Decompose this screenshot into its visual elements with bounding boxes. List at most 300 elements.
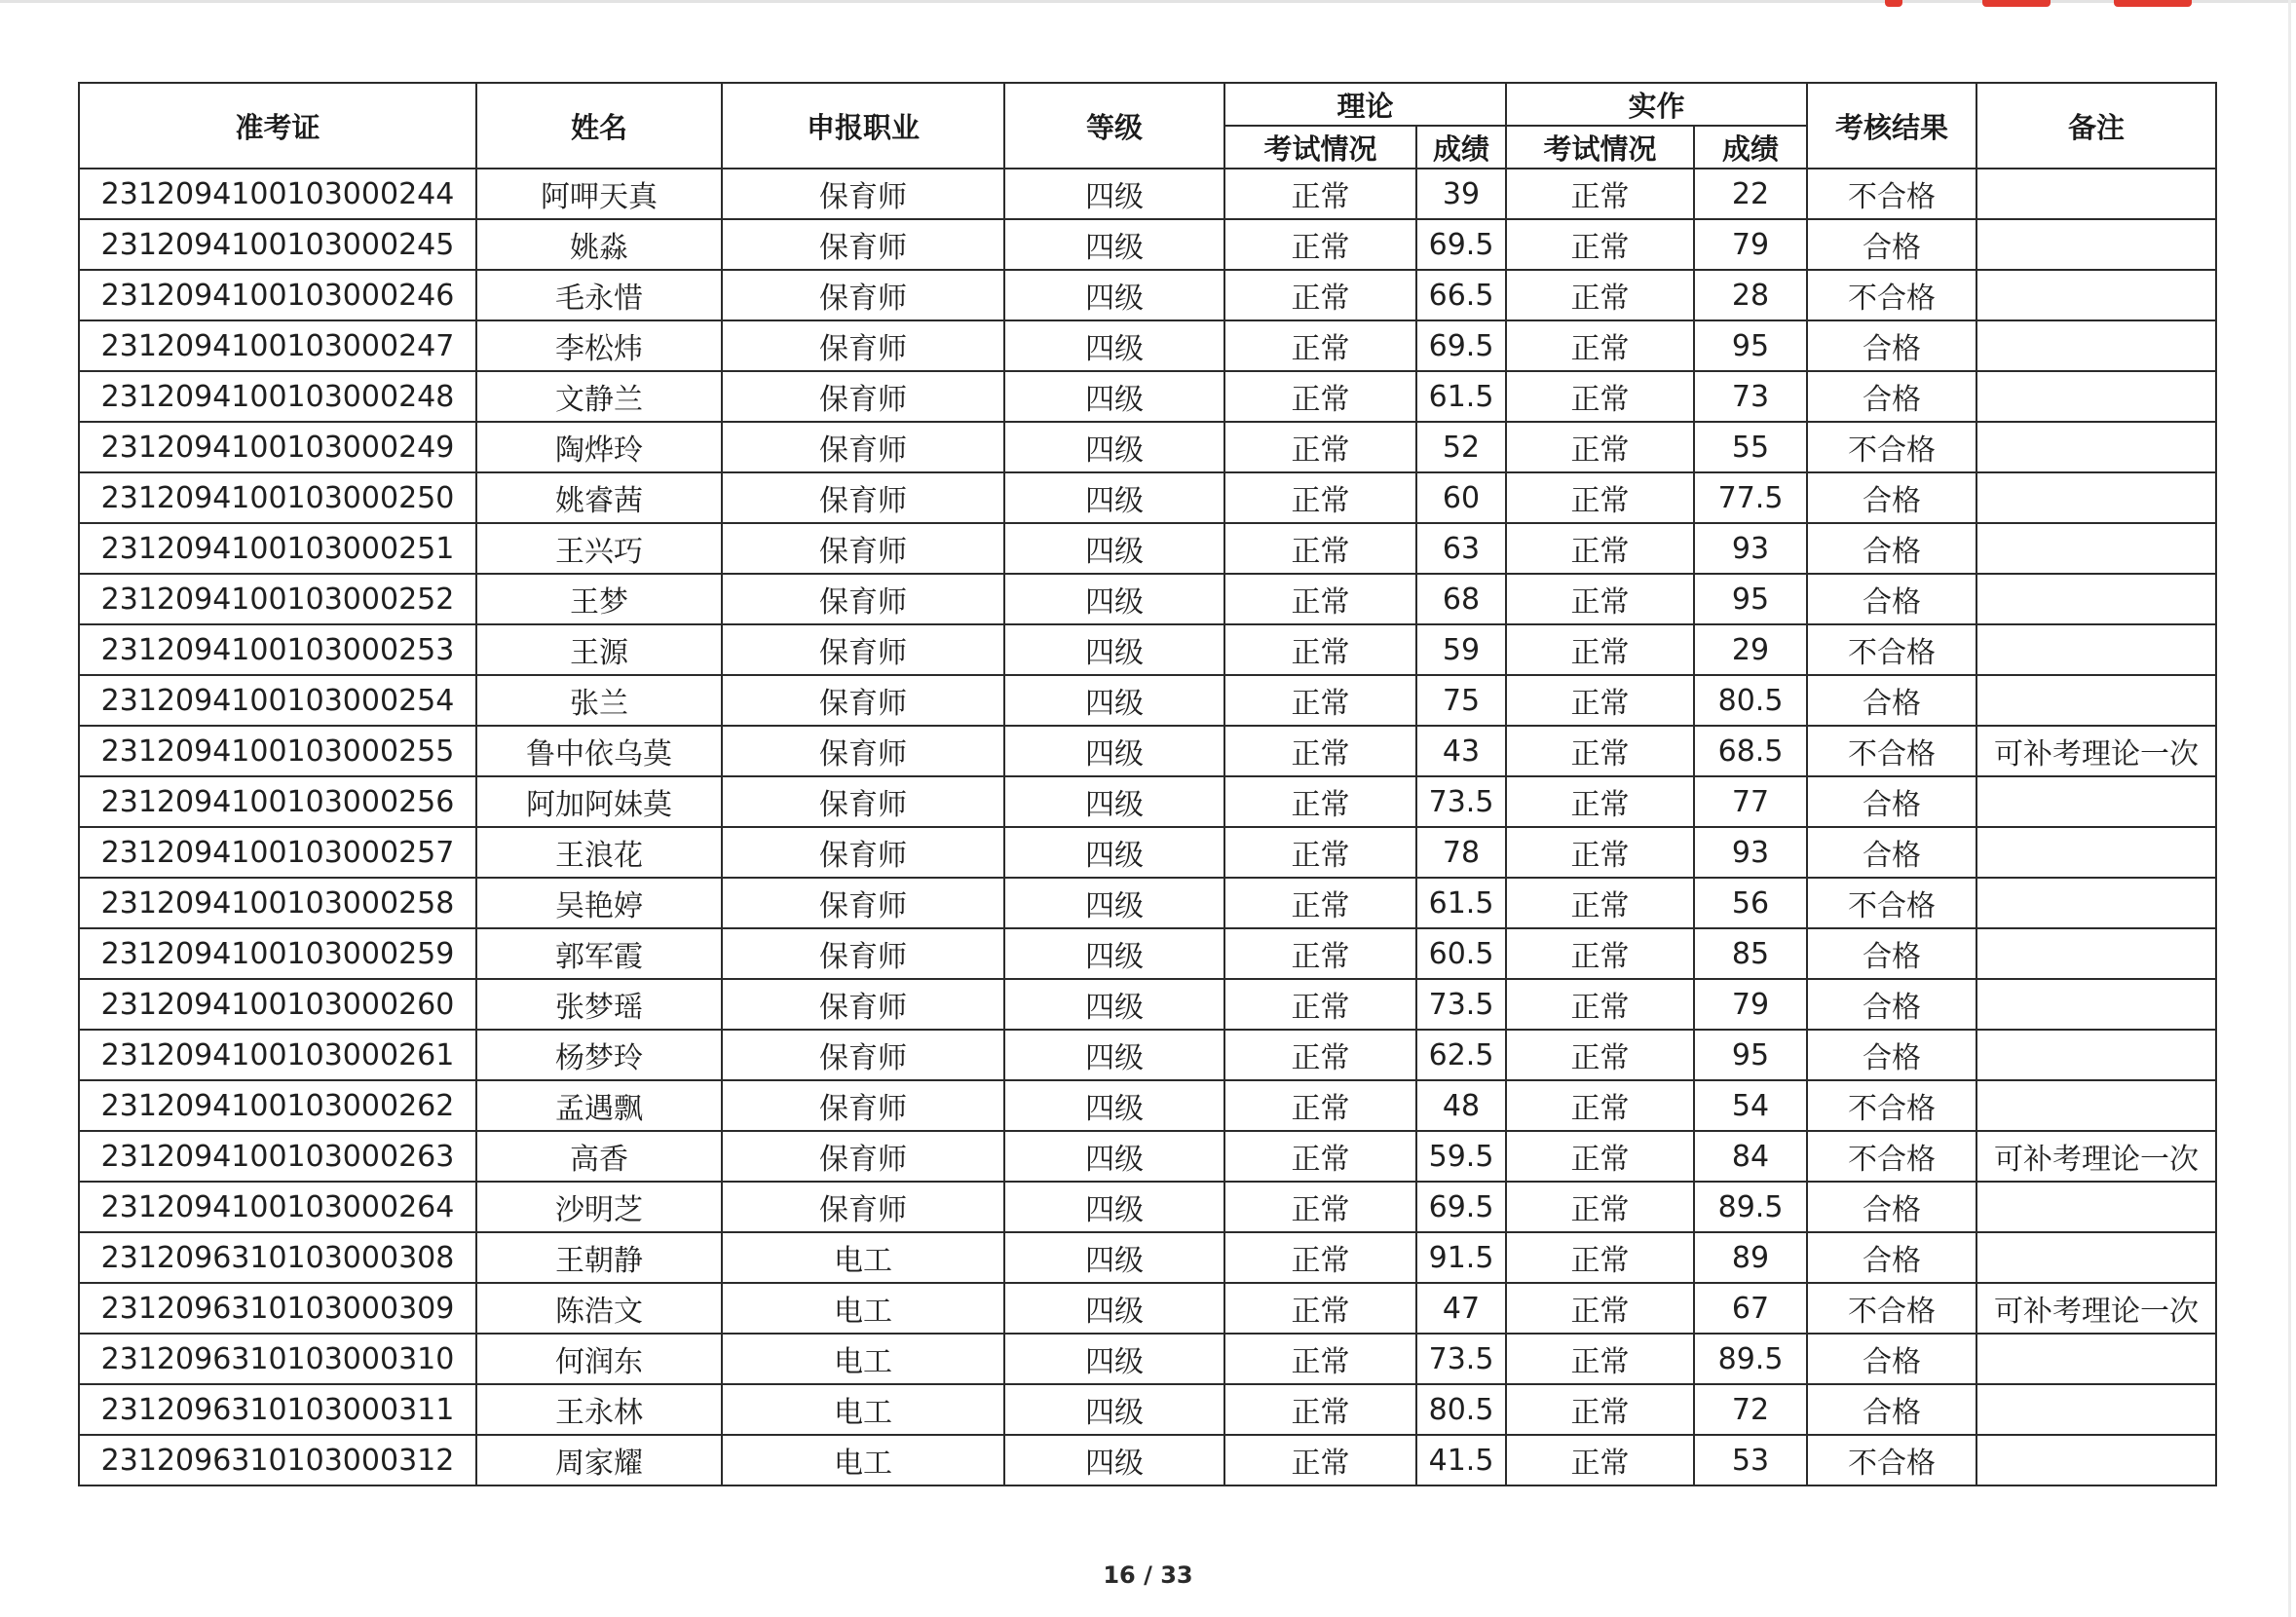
- theory-score-cell: 75: [1416, 675, 1506, 726]
- theory-status-cell: 正常: [1224, 1283, 1416, 1334]
- name-cell: 王兴巧: [476, 523, 722, 574]
- name-cell: 孟遇飘: [476, 1080, 722, 1131]
- level-cell: 四级: [1004, 371, 1224, 422]
- occupation-cell: 保育师: [722, 219, 1004, 270]
- table-row: [79, 979, 2216, 1030]
- practice-status-cell: 正常: [1506, 1232, 1694, 1283]
- level-cell: 四级: [1004, 928, 1224, 979]
- table-row: [79, 928, 2216, 979]
- table-row: [79, 523, 2216, 574]
- remark-cell: [1976, 371, 2216, 422]
- result-cell: 合格: [1807, 1384, 1976, 1435]
- practice-status-cell: 正常: [1506, 726, 1694, 776]
- header-remark: 备注: [1976, 83, 2216, 169]
- practice-status-cell: 正常: [1506, 371, 1694, 422]
- name-cell: 王朝静: [476, 1232, 722, 1283]
- remark-cell: [1976, 1030, 2216, 1080]
- theory-score-cell: 78: [1416, 827, 1506, 878]
- theory-score-cell: 59: [1416, 624, 1506, 675]
- practice-score-cell: 77.5: [1694, 472, 1807, 523]
- name-cell: 高香: [476, 1131, 722, 1182]
- occupation-cell: 保育师: [722, 827, 1004, 878]
- occupation-cell: 保育师: [722, 1030, 1004, 1080]
- exam-id-cell: 2312094100103000253: [79, 624, 476, 675]
- result-cell: 合格: [1807, 320, 1976, 371]
- level-cell: 四级: [1004, 574, 1224, 624]
- result-cell: 不合格: [1807, 1283, 1976, 1334]
- result-cell: 合格: [1807, 574, 1976, 624]
- practice-status-cell: 正常: [1506, 1131, 1694, 1182]
- level-cell: 四级: [1004, 320, 1224, 371]
- level-cell: 四级: [1004, 1384, 1224, 1435]
- remark-cell: [1976, 1232, 2216, 1283]
- stamp-fragment: [2114, 0, 2192, 7]
- name-cell: 杨梦玲: [476, 1030, 722, 1080]
- result-cell: 合格: [1807, 1232, 1976, 1283]
- table-row: [79, 1384, 2216, 1435]
- name-cell: 王梦: [476, 574, 722, 624]
- theory-score-cell: 80.5: [1416, 1384, 1506, 1435]
- level-cell: 四级: [1004, 776, 1224, 827]
- table-row: [79, 371, 2216, 422]
- occupation-cell: 保育师: [722, 979, 1004, 1030]
- name-cell: 何润东: [476, 1334, 722, 1384]
- exam-id-cell: 2312094100103000262: [79, 1080, 476, 1131]
- header-theory: 理论: [1224, 83, 1506, 126]
- theory-score-cell: 66.5: [1416, 270, 1506, 320]
- result-cell: 合格: [1807, 776, 1976, 827]
- remark-cell: [1976, 979, 2216, 1030]
- theory-status-cell: 正常: [1224, 624, 1416, 675]
- practice-status-cell: 正常: [1506, 1283, 1694, 1334]
- remark-cell: 可补考理论一次: [1976, 1131, 2216, 1182]
- theory-status-cell: 正常: [1224, 827, 1416, 878]
- exam-id-cell: 2312094100103000248: [79, 371, 476, 422]
- practice-status-cell: 正常: [1506, 320, 1694, 371]
- table-row: [79, 574, 2216, 624]
- header-practice: 实作: [1506, 83, 1807, 126]
- theory-status-cell: 正常: [1224, 1435, 1416, 1485]
- theory-score-cell: 73.5: [1416, 776, 1506, 827]
- table-row: [79, 827, 2216, 878]
- theory-score-cell: 61.5: [1416, 878, 1506, 928]
- table-row: [79, 726, 2216, 776]
- practice-score-cell: 89.5: [1694, 1182, 1807, 1232]
- level-cell: 四级: [1004, 726, 1224, 776]
- practice-status-cell: 正常: [1506, 1384, 1694, 1435]
- result-cell: 合格: [1807, 1030, 1976, 1080]
- practice-status-cell: 正常: [1506, 472, 1694, 523]
- theory-score-cell: 47: [1416, 1283, 1506, 1334]
- theory-status-cell: 正常: [1224, 371, 1416, 422]
- name-cell: 王源: [476, 624, 722, 675]
- theory-status-cell: 正常: [1224, 726, 1416, 776]
- exam-id-cell: 2312094100103000254: [79, 675, 476, 726]
- remark-cell: 可补考理论一次: [1976, 1283, 2216, 1334]
- occupation-cell: 保育师: [722, 1131, 1004, 1182]
- practice-score-cell: 56: [1694, 878, 1807, 928]
- remark-cell: [1976, 827, 2216, 878]
- level-cell: 四级: [1004, 1080, 1224, 1131]
- theory-score-cell: 60: [1416, 472, 1506, 523]
- level-cell: 四级: [1004, 624, 1224, 675]
- result-cell: 合格: [1807, 371, 1976, 422]
- exam-id-cell: 2312096310103000311: [79, 1384, 476, 1435]
- practice-score-cell: 93: [1694, 523, 1807, 574]
- table-row: [79, 675, 2216, 726]
- theory-status-cell: 正常: [1224, 1080, 1416, 1131]
- header-practice-score: 成绩: [1694, 126, 1807, 169]
- theory-status-cell: 正常: [1224, 1182, 1416, 1232]
- occupation-cell: 电工: [722, 1232, 1004, 1283]
- theory-score-cell: 48: [1416, 1080, 1506, 1131]
- header-exam-id: 准考证: [79, 83, 476, 169]
- name-cell: 文静兰: [476, 371, 722, 422]
- level-cell: 四级: [1004, 1131, 1224, 1182]
- theory-score-cell: 63: [1416, 523, 1506, 574]
- occupation-cell: 保育师: [722, 624, 1004, 675]
- occupation-cell: 保育师: [722, 574, 1004, 624]
- result-cell: 合格: [1807, 928, 1976, 979]
- theory-status-cell: 正常: [1224, 1384, 1416, 1435]
- theory-score-cell: 69.5: [1416, 219, 1506, 270]
- result-cell: 不合格: [1807, 1131, 1976, 1182]
- remark-cell: [1976, 1080, 2216, 1131]
- occupation-cell: 保育师: [722, 928, 1004, 979]
- exam-id-cell: 2312094100103000258: [79, 878, 476, 928]
- result-cell: 不合格: [1807, 1435, 1976, 1485]
- occupation-cell: 电工: [722, 1384, 1004, 1435]
- theory-score-cell: 43: [1416, 726, 1506, 776]
- theory-status-cell: 正常: [1224, 928, 1416, 979]
- table-row: [79, 1080, 2216, 1131]
- occupation-cell: 保育师: [722, 320, 1004, 371]
- remark-cell: [1976, 219, 2216, 270]
- header-row-1: [79, 83, 2216, 126]
- table-row: [79, 270, 2216, 320]
- exam-id-cell: 2312094100103000260: [79, 979, 476, 1030]
- theory-status-cell: 正常: [1224, 1232, 1416, 1283]
- theory-score-cell: 68: [1416, 574, 1506, 624]
- practice-score-cell: 79: [1694, 979, 1807, 1030]
- practice-score-cell: 29: [1694, 624, 1807, 675]
- practice-status-cell: 正常: [1506, 1030, 1694, 1080]
- exam-id-cell: 2312094100103000246: [79, 270, 476, 320]
- occupation-cell: 保育师: [722, 1182, 1004, 1232]
- exam-id-cell: 2312094100103000264: [79, 1182, 476, 1232]
- exam-id-cell: 2312094100103000263: [79, 1131, 476, 1182]
- theory-score-cell: 62.5: [1416, 1030, 1506, 1080]
- name-cell: 陈浩文: [476, 1283, 722, 1334]
- remark-cell: [1976, 624, 2216, 675]
- name-cell: 周家耀: [476, 1435, 722, 1485]
- remark-cell: [1976, 675, 2216, 726]
- theory-status-cell: 正常: [1224, 979, 1416, 1030]
- result-cell: 合格: [1807, 219, 1976, 270]
- remark-cell: [1976, 928, 2216, 979]
- name-cell: 陶烨玲: [476, 422, 722, 472]
- table-row: [79, 1435, 2216, 1485]
- practice-score-cell: 54: [1694, 1080, 1807, 1131]
- table-row: [79, 1283, 2216, 1334]
- practice-status-cell: 正常: [1506, 827, 1694, 878]
- exam-id-cell: 2312094100103000257: [79, 827, 476, 878]
- occupation-cell: 保育师: [722, 472, 1004, 523]
- practice-score-cell: 72: [1694, 1384, 1807, 1435]
- theory-status-cell: 正常: [1224, 878, 1416, 928]
- occupation-cell: 保育师: [722, 422, 1004, 472]
- remark-cell: [1976, 878, 2216, 928]
- theory-score-cell: 69.5: [1416, 320, 1506, 371]
- occupation-cell: 保育师: [722, 1080, 1004, 1131]
- remark-cell: [1976, 270, 2216, 320]
- name-cell: 姚睿茜: [476, 472, 722, 523]
- table-body: [79, 169, 2216, 1485]
- stamp-fragment: [1982, 0, 2051, 7]
- theory-score-cell: 41.5: [1416, 1435, 1506, 1485]
- exam-id-cell: 2312094100103000256: [79, 776, 476, 827]
- remark-cell: [1976, 320, 2216, 371]
- table-row: [79, 1232, 2216, 1283]
- theory-score-cell: 73.5: [1416, 979, 1506, 1030]
- level-cell: 四级: [1004, 1030, 1224, 1080]
- remark-cell: [1976, 523, 2216, 574]
- exam-id-cell: 2312094100103000261: [79, 1030, 476, 1080]
- result-cell: 合格: [1807, 523, 1976, 574]
- result-cell: 不合格: [1807, 878, 1976, 928]
- practice-score-cell: 85: [1694, 928, 1807, 979]
- level-cell: 四级: [1004, 979, 1224, 1030]
- practice-status-cell: 正常: [1506, 675, 1694, 726]
- remark-cell: [1976, 169, 2216, 219]
- practice-status-cell: 正常: [1506, 624, 1694, 675]
- theory-status-cell: 正常: [1224, 574, 1416, 624]
- remark-cell: [1976, 574, 2216, 624]
- table-row: [79, 1030, 2216, 1080]
- exam-id-cell: 2312094100103000251: [79, 523, 476, 574]
- exam-id-cell: 2312094100103000247: [79, 320, 476, 371]
- practice-score-cell: 95: [1694, 320, 1807, 371]
- theory-status-cell: 正常: [1224, 776, 1416, 827]
- level-cell: 四级: [1004, 1334, 1224, 1384]
- remark-cell: 可补考理论一次: [1976, 726, 2216, 776]
- practice-score-cell: 93: [1694, 827, 1807, 878]
- theory-status-cell: 正常: [1224, 1334, 1416, 1384]
- theory-score-cell: 91.5: [1416, 1232, 1506, 1283]
- name-cell: 姚淼: [476, 219, 722, 270]
- level-cell: 四级: [1004, 523, 1224, 574]
- practice-score-cell: 89.5: [1694, 1334, 1807, 1384]
- level-cell: 四级: [1004, 1182, 1224, 1232]
- level-cell: 四级: [1004, 270, 1224, 320]
- practice-status-cell: 正常: [1506, 979, 1694, 1030]
- practice-status-cell: 正常: [1506, 219, 1694, 270]
- theory-score-cell: 39: [1416, 169, 1506, 219]
- result-cell: 不合格: [1807, 169, 1976, 219]
- level-cell: 四级: [1004, 472, 1224, 523]
- exam-id-cell: 2312094100103000245: [79, 219, 476, 270]
- level-cell: 四级: [1004, 675, 1224, 726]
- exam-id-cell: 2312094100103000244: [79, 169, 476, 219]
- exam-results-table: [78, 82, 2217, 1486]
- result-cell: 不合格: [1807, 624, 1976, 675]
- practice-status-cell: 正常: [1506, 523, 1694, 574]
- table-row: [79, 1182, 2216, 1232]
- table-row: [79, 878, 2216, 928]
- practice-status-cell: 正常: [1506, 1182, 1694, 1232]
- result-cell: 合格: [1807, 1334, 1976, 1384]
- remark-cell: [1976, 472, 2216, 523]
- practice-status-cell: 正常: [1506, 574, 1694, 624]
- result-cell: 不合格: [1807, 1080, 1976, 1131]
- practice-score-cell: 84: [1694, 1131, 1807, 1182]
- name-cell: 鲁中依乌莫: [476, 726, 722, 776]
- name-cell: 王永林: [476, 1384, 722, 1435]
- result-cell: 不合格: [1807, 422, 1976, 472]
- practice-score-cell: 55: [1694, 422, 1807, 472]
- practice-score-cell: 67: [1694, 1283, 1807, 1334]
- page-top-edge: [0, 0, 2296, 3]
- page-right-edge: [2288, 0, 2291, 1617]
- practice-score-cell: 80.5: [1694, 675, 1807, 726]
- name-cell: 吴艳婷: [476, 878, 722, 928]
- practice-status-cell: 正常: [1506, 776, 1694, 827]
- remark-cell: [1976, 1182, 2216, 1232]
- table-row: [79, 169, 2216, 219]
- theory-score-cell: 73.5: [1416, 1334, 1506, 1384]
- level-cell: 四级: [1004, 1232, 1224, 1283]
- practice-score-cell: 95: [1694, 1030, 1807, 1080]
- theory-score-cell: 59.5: [1416, 1131, 1506, 1182]
- name-cell: 郭军霞: [476, 928, 722, 979]
- name-cell: 张兰: [476, 675, 722, 726]
- occupation-cell: 保育师: [722, 726, 1004, 776]
- table-row: [79, 320, 2216, 371]
- level-cell: 四级: [1004, 827, 1224, 878]
- result-cell: 合格: [1807, 472, 1976, 523]
- level-cell: 四级: [1004, 1435, 1224, 1485]
- exam-id-cell: 2312094100103000259: [79, 928, 476, 979]
- header-theory-score: 成绩: [1416, 126, 1506, 169]
- exam-id-cell: 2312094100103000249: [79, 422, 476, 472]
- occupation-cell: 电工: [722, 1435, 1004, 1485]
- name-cell: 毛永惜: [476, 270, 722, 320]
- theory-status-cell: 正常: [1224, 422, 1416, 472]
- result-cell: 合格: [1807, 979, 1976, 1030]
- header-level: 等级: [1004, 83, 1224, 169]
- practice-status-cell: 正常: [1506, 422, 1694, 472]
- table-row: [79, 1131, 2216, 1182]
- theory-status-cell: 正常: [1224, 675, 1416, 726]
- practice-score-cell: 73: [1694, 371, 1807, 422]
- theory-status-cell: 正常: [1224, 472, 1416, 523]
- practice-score-cell: 89: [1694, 1232, 1807, 1283]
- theory-score-cell: 60.5: [1416, 928, 1506, 979]
- remark-cell: [1976, 1334, 2216, 1384]
- theory-score-cell: 69.5: [1416, 1182, 1506, 1232]
- name-cell: 王浪花: [476, 827, 722, 878]
- theory-status-cell: 正常: [1224, 320, 1416, 371]
- stamp-fragment: [1885, 0, 1902, 7]
- name-cell: 张梦瑶: [476, 979, 722, 1030]
- level-cell: 四级: [1004, 878, 1224, 928]
- name-cell: 李松炜: [476, 320, 722, 371]
- table-row: [79, 624, 2216, 675]
- exam-id-cell: 2312096310103000308: [79, 1232, 476, 1283]
- remark-cell: [1976, 422, 2216, 472]
- occupation-cell: 保育师: [722, 878, 1004, 928]
- result-cell: 不合格: [1807, 270, 1976, 320]
- theory-status-cell: 正常: [1224, 1030, 1416, 1080]
- table-row: [79, 776, 2216, 827]
- remark-cell: [1976, 1435, 2216, 1485]
- exam-id-cell: 2312096310103000310: [79, 1334, 476, 1384]
- theory-score-cell: 52: [1416, 422, 1506, 472]
- name-cell: 阿呷天真: [476, 169, 722, 219]
- occupation-cell: 保育师: [722, 675, 1004, 726]
- theory-status-cell: 正常: [1224, 270, 1416, 320]
- level-cell: 四级: [1004, 1283, 1224, 1334]
- occupation-cell: 电工: [722, 1283, 1004, 1334]
- practice-score-cell: 68.5: [1694, 726, 1807, 776]
- occupation-cell: 保育师: [722, 270, 1004, 320]
- exam-id-cell: 2312096310103000309: [79, 1283, 476, 1334]
- page-number: 16 / 33: [1103, 1561, 1193, 1589]
- level-cell: 四级: [1004, 422, 1224, 472]
- table-row: [79, 219, 2216, 270]
- practice-status-cell: 正常: [1506, 270, 1694, 320]
- practice-status-cell: 正常: [1506, 1334, 1694, 1384]
- practice-status-cell: 正常: [1506, 169, 1694, 219]
- exam-id-cell: 2312094100103000255: [79, 726, 476, 776]
- practice-score-cell: 53: [1694, 1435, 1807, 1485]
- theory-status-cell: 正常: [1224, 169, 1416, 219]
- table-row: [79, 422, 2216, 472]
- result-cell: 不合格: [1807, 726, 1976, 776]
- theory-status-cell: 正常: [1224, 219, 1416, 270]
- exam-id-cell: 2312096310103000312: [79, 1435, 476, 1485]
- header-occupation: 申报职业: [722, 83, 1004, 169]
- table-row: [79, 1334, 2216, 1384]
- level-cell: 四级: [1004, 169, 1224, 219]
- result-cell: 合格: [1807, 827, 1976, 878]
- exam-id-cell: 2312094100103000250: [79, 472, 476, 523]
- practice-score-cell: 79: [1694, 219, 1807, 270]
- header-name: 姓名: [476, 83, 722, 169]
- name-cell: 沙明芝: [476, 1182, 722, 1232]
- result-cell: 合格: [1807, 675, 1976, 726]
- theory-status-cell: 正常: [1224, 1131, 1416, 1182]
- occupation-cell: 保育师: [722, 169, 1004, 219]
- practice-status-cell: 正常: [1506, 1435, 1694, 1485]
- header-theory-status: 考试情况: [1224, 126, 1416, 169]
- level-cell: 四级: [1004, 219, 1224, 270]
- exam-id-cell: 2312094100103000252: [79, 574, 476, 624]
- name-cell: 阿加阿妹莫: [476, 776, 722, 827]
- header-practice-status: 考试情况: [1506, 126, 1694, 169]
- occupation-cell: 电工: [722, 1334, 1004, 1384]
- practice-status-cell: 正常: [1506, 878, 1694, 928]
- theory-status-cell: 正常: [1224, 523, 1416, 574]
- header-result: 考核结果: [1807, 83, 1976, 169]
- table-row: [79, 472, 2216, 523]
- practice-score-cell: 22: [1694, 169, 1807, 219]
- practice-score-cell: 95: [1694, 574, 1807, 624]
- practice-score-cell: 77: [1694, 776, 1807, 827]
- occupation-cell: 保育师: [722, 523, 1004, 574]
- occupation-cell: 保育师: [722, 776, 1004, 827]
- theory-score-cell: 61.5: [1416, 371, 1506, 422]
